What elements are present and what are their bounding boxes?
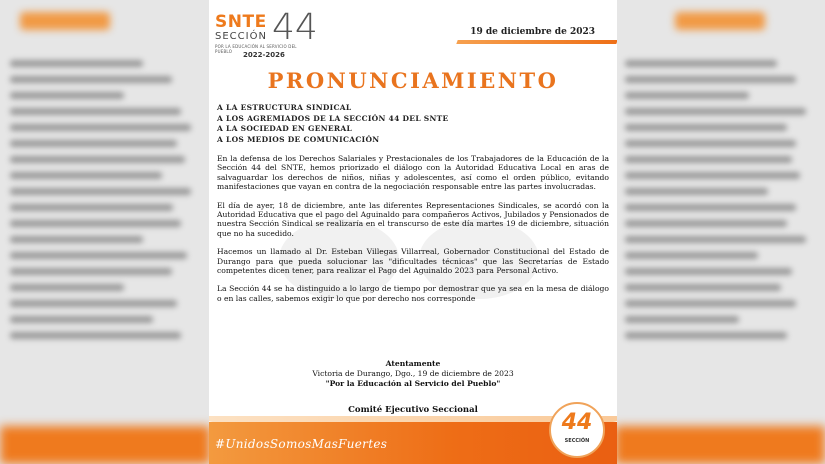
blurred-logo bbox=[20, 12, 110, 30]
snte-logo-text: SNTE bbox=[215, 12, 267, 32]
blurred-background-left bbox=[0, 0, 210, 464]
body-text bbox=[217, 154, 609, 312]
section-badge-logo bbox=[549, 402, 605, 458]
logo-years: 2022-2026 bbox=[243, 51, 285, 59]
blurred-text-lines bbox=[10, 60, 200, 348]
blurred-background-right bbox=[615, 0, 825, 464]
closing-attentive: Atentamente bbox=[385, 359, 441, 368]
body-paragraph: En la defensa de los Derechos Salariales y Prestacionales de los Trabajadores de la Educación de la Sección 44 del SNTE, hemos priorizado el diálogo con la Autoridad Educativa Local en aras de salvaguardar los derechos de niños, niñas y adolescentes, así como el orden público, evitando manifestaciones que vayan en contra de la negociación responsable entre las partes involucradas. bbox=[217, 154, 609, 192]
blurred-date-bar bbox=[675, 12, 765, 30]
logo-tagline: POR LA EDUCACIÓN AL SERVICIO DEL PUEBLO bbox=[215, 44, 297, 54]
body-paragraph: El día de ayer, 18 de diciembre, ante las diferentes Representaciones Sindicales, se acordó con la Autoridad Educativa que el pago del Aguinaldo para compañeros Activos, Jubilados y Pensionados de nuestra Sección Sindical se realizaría en el transcurso de este día martes 19 de diciembre, situación que no ha sucedido. bbox=[217, 200, 609, 238]
badge-label: SECCIÓN bbox=[564, 438, 590, 444]
closing-place-date: Victoria de Durango, Dgo., 19 de diciembre de 2023 bbox=[312, 369, 514, 378]
blurred-footer bbox=[0, 426, 210, 464]
blurred-footer bbox=[615, 426, 825, 464]
document-title: PRONUNCIAMIENTO bbox=[267, 68, 559, 93]
logo-section-number: 44 bbox=[272, 7, 318, 48]
body-paragraph: La Sección 44 se ha distinguido a lo largo de tiempo por demostrar que ya sea en la mesa de diálogo o en las calles, sabemos exigir lo que por derecho nos corresponde bbox=[217, 284, 609, 303]
body-paragraph: Hacemos un llamado al Dr. Esteban Villegas Villarreal, Gobernador Constitucional del Estado de Durango para que pueda solucionar las "dificultades técnicas" que las Secretarías de Estado competentes dicen tener, para realizar el Pago del Aguinaldo 2023 para Personal Activo. bbox=[217, 247, 609, 276]
logo-seccion-label: SECCIÓN bbox=[215, 31, 267, 42]
addressee-item: A LA SOCIEDAD EN GENERAL bbox=[217, 124, 353, 133]
signature-committee: Comité Ejecutivo Seccional bbox=[348, 405, 478, 415]
closing-block bbox=[209, 359, 617, 389]
addressee-item: A LOS MEDIOS DE COMUNICACIÓN bbox=[217, 134, 380, 144]
closing-motto: "Por la Educación al Servicio del Pueblo" bbox=[325, 379, 501, 388]
document-date: 19 de diciembre de 2023 bbox=[470, 27, 595, 37]
addressee-list bbox=[217, 103, 449, 145]
addressee-item: A LOS AGREMIADOS DE LA SECCIÓN 44 DEL SNTE bbox=[217, 113, 449, 123]
date-accent-bar bbox=[456, 40, 617, 44]
badge-number: 44 bbox=[561, 410, 593, 435]
footer-hashtag: #UnidosSomosMasFuertes bbox=[215, 437, 388, 451]
addressee-item: A LA ESTRUCTURA SINDICAL bbox=[217, 103, 352, 112]
blurred-text-lines bbox=[625, 60, 815, 348]
pronouncement-document bbox=[209, 0, 617, 464]
